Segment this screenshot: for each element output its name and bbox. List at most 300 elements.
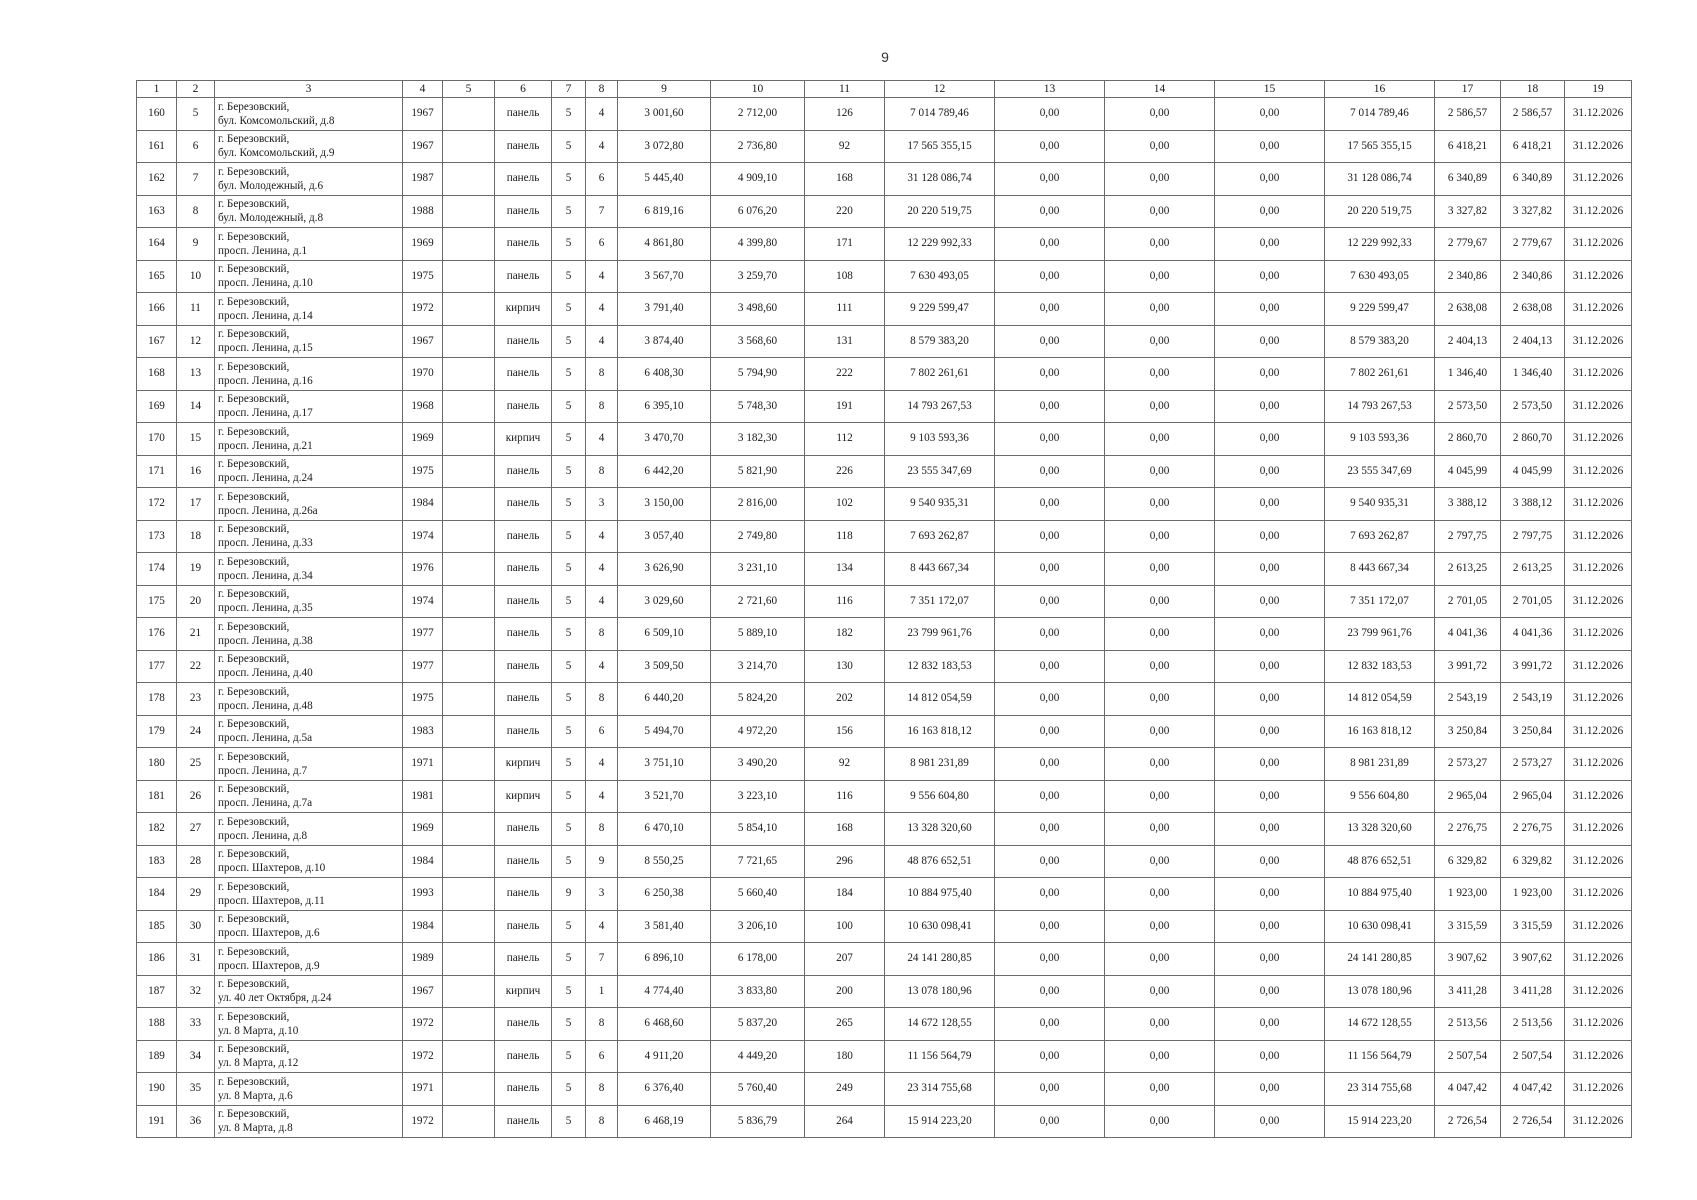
address-city: г. Березовский, xyxy=(218,1010,290,1023)
table-row xyxy=(137,715,1632,748)
table-cell: 2 613,25 xyxy=(1435,553,1501,586)
table-cell: 5 794,90 xyxy=(711,358,805,391)
address-cell xyxy=(215,390,403,423)
address-city: г. Березовский, xyxy=(218,945,290,958)
table-cell xyxy=(443,1040,495,1073)
table-cell: 3 029,60 xyxy=(618,585,711,618)
table-cell: 31.12.2026 xyxy=(1565,1073,1632,1106)
table-cell: 0,00 xyxy=(1105,1008,1215,1041)
address-cell xyxy=(215,650,403,683)
table-cell: 5 760,40 xyxy=(711,1073,805,1106)
table-cell: 1972 xyxy=(403,1008,443,1041)
table-cell: 207 xyxy=(805,943,885,976)
address-cell xyxy=(215,423,403,456)
table-cell xyxy=(443,488,495,521)
table-cell: 5 xyxy=(552,1008,586,1041)
table-cell: 1972 xyxy=(403,293,443,326)
table-cell: 6 329,82 xyxy=(1435,845,1501,878)
table-cell: панель xyxy=(495,488,552,521)
table-cell: 1970 xyxy=(403,358,443,391)
table-cell: 17 565 355,15 xyxy=(885,130,995,163)
column-header: 6 xyxy=(495,81,552,98)
table-cell: 173 xyxy=(137,520,177,553)
table-cell: 5 xyxy=(552,553,586,586)
table-cell: 8 xyxy=(586,1105,618,1138)
table-cell: 7 014 789,46 xyxy=(1325,98,1435,131)
table-cell: 1967 xyxy=(403,325,443,358)
table-cell: 15 914 223,20 xyxy=(1325,1105,1435,1138)
table-cell: 0,00 xyxy=(995,553,1105,586)
table-cell: 0,00 xyxy=(995,130,1105,163)
table-cell: 1989 xyxy=(403,943,443,976)
table-cell: 31.12.2026 xyxy=(1565,975,1632,1008)
table-cell: 0,00 xyxy=(1105,195,1215,228)
address-city: г. Березовский, xyxy=(218,328,290,341)
table-cell: 0,00 xyxy=(1215,195,1325,228)
table-cell xyxy=(443,228,495,261)
table-cell: 5 xyxy=(552,1073,586,1106)
table-cell: 6 xyxy=(586,715,618,748)
table-cell: 0,00 xyxy=(1105,520,1215,553)
table-cell: 5 xyxy=(552,813,586,846)
address-street: просп. Ленина, д.7а xyxy=(218,797,313,810)
address-street: ул. 8 Марта, д.6 xyxy=(218,1089,293,1102)
table-cell: панель xyxy=(495,618,552,651)
table-cell: 4 xyxy=(586,260,618,293)
table-cell: 7 693 262,87 xyxy=(1325,520,1435,553)
table-cell: 6 442,20 xyxy=(618,455,711,488)
column-header: 9 xyxy=(618,81,711,98)
table-cell: 5 xyxy=(552,943,586,976)
table-cell: 14 672 128,55 xyxy=(885,1008,995,1041)
table-cell: 2 513,56 xyxy=(1501,1008,1565,1041)
table-cell: 0,00 xyxy=(1215,390,1325,423)
table-row xyxy=(137,260,1632,293)
table-cell: 13 078 180,96 xyxy=(885,975,995,1008)
address-city: г. Березовский, xyxy=(218,393,290,406)
table-cell: 2 797,75 xyxy=(1435,520,1501,553)
table-cell: 116 xyxy=(805,780,885,813)
address-city: г. Березовский, xyxy=(218,263,290,276)
table-cell: 2 513,56 xyxy=(1435,1008,1501,1041)
table-cell: 3 991,72 xyxy=(1501,650,1565,683)
table-cell: 5 xyxy=(552,455,586,488)
table-cell: 31.12.2026 xyxy=(1565,618,1632,651)
address-city: г. Березовский, xyxy=(218,165,290,178)
address-city: г. Березовский, xyxy=(218,1075,290,1088)
table-cell: 4 xyxy=(586,780,618,813)
table-cell: 28 xyxy=(177,845,215,878)
table-cell: 3 581,40 xyxy=(618,910,711,943)
table-row xyxy=(137,1008,1632,1041)
table-row xyxy=(137,358,1632,391)
table-cell: 1969 xyxy=(403,423,443,456)
table-cell: 8 550,25 xyxy=(618,845,711,878)
table-cell: 168 xyxy=(137,358,177,391)
table-cell: 2 749,80 xyxy=(711,520,805,553)
address-city: г. Березовский, xyxy=(218,750,290,763)
table-cell: 3 498,60 xyxy=(711,293,805,326)
table-cell: 8 xyxy=(586,455,618,488)
table-cell: 112 xyxy=(805,423,885,456)
table-cell: 1967 xyxy=(403,975,443,1008)
column-header: 15 xyxy=(1215,81,1325,98)
table-cell: 31 128 086,74 xyxy=(1325,163,1435,196)
table-cell: панель xyxy=(495,325,552,358)
table-cell: 6 395,10 xyxy=(618,390,711,423)
table-cell: 8 xyxy=(586,1008,618,1041)
table-cell: 6 819,16 xyxy=(618,195,711,228)
table-cell: 0,00 xyxy=(1215,325,1325,358)
table-cell: 3 223,10 xyxy=(711,780,805,813)
table-cell: панель xyxy=(495,520,552,553)
table-cell: 11 156 564,79 xyxy=(1325,1040,1435,1073)
table-cell: 5 xyxy=(552,390,586,423)
table-cell: 164 xyxy=(137,228,177,261)
table-cell: 9 540 935,31 xyxy=(1325,488,1435,521)
table-cell: 6 509,10 xyxy=(618,618,711,651)
table-cell: 0,00 xyxy=(1105,748,1215,781)
table-cell: 0,00 xyxy=(995,520,1105,553)
table-cell: 6 xyxy=(586,228,618,261)
table-cell: 9 xyxy=(586,845,618,878)
table-cell: 5 xyxy=(552,325,586,358)
address-cell xyxy=(215,1040,403,1073)
table-cell: 296 xyxy=(805,845,885,878)
table-cell: 14 793 267,53 xyxy=(885,390,995,423)
table-cell: 131 xyxy=(805,325,885,358)
table-cell: 116 xyxy=(805,585,885,618)
table-cell: 4 449,20 xyxy=(711,1040,805,1073)
table-cell: 0,00 xyxy=(1215,1040,1325,1073)
table-cell: 0,00 xyxy=(1215,455,1325,488)
table-cell: 2 507,54 xyxy=(1501,1040,1565,1073)
address-street: просп. Ленина, д.26а xyxy=(218,504,318,517)
table-cell: 17 xyxy=(177,488,215,521)
table-cell: 189 xyxy=(137,1040,177,1073)
table-cell: 31.12.2026 xyxy=(1565,943,1632,976)
table-cell: 2 573,50 xyxy=(1501,390,1565,423)
table-cell: 31.12.2026 xyxy=(1565,520,1632,553)
column-header: 14 xyxy=(1105,81,1215,98)
table-cell: 12 229 992,33 xyxy=(885,228,995,261)
table-cell: 0,00 xyxy=(1215,228,1325,261)
table-cell: 3 509,50 xyxy=(618,650,711,683)
table-cell: 14 793 267,53 xyxy=(1325,390,1435,423)
table-cell: 2 726,54 xyxy=(1435,1105,1501,1138)
table-cell: 2 860,70 xyxy=(1435,423,1501,456)
table-cell: 176 xyxy=(137,618,177,651)
table-cell: 2 404,13 xyxy=(1501,325,1565,358)
table-cell: 31.12.2026 xyxy=(1565,423,1632,456)
table-cell: 26 xyxy=(177,780,215,813)
table-cell: панель xyxy=(495,813,552,846)
table-cell: 2 340,86 xyxy=(1501,260,1565,293)
table-cell: 14 812 054,59 xyxy=(1325,683,1435,716)
table-cell: 3 470,70 xyxy=(618,423,711,456)
table-cell: 9 103 593,36 xyxy=(885,423,995,456)
table-cell: панель xyxy=(495,130,552,163)
table-cell: 102 xyxy=(805,488,885,521)
table-cell: панель xyxy=(495,845,552,878)
table-cell: 0,00 xyxy=(995,1008,1105,1041)
table-cell: панель xyxy=(495,1040,552,1073)
column-header: 3 xyxy=(215,81,403,98)
table-cell: 19 xyxy=(177,553,215,586)
table-cell: 5 824,20 xyxy=(711,683,805,716)
table-cell: 0,00 xyxy=(1215,975,1325,1008)
table-cell: 33 xyxy=(177,1008,215,1041)
table-cell: панель xyxy=(495,553,552,586)
table-cell: 5 660,40 xyxy=(711,878,805,911)
table-cell: 6 340,89 xyxy=(1435,163,1501,196)
table-cell xyxy=(443,878,495,911)
table-cell: 7 014 789,46 xyxy=(885,98,995,131)
table-cell: 0,00 xyxy=(1215,715,1325,748)
table-cell: 118 xyxy=(805,520,885,553)
address-street: просп. Ленина, д.8 xyxy=(218,829,308,842)
table-cell: 3 567,70 xyxy=(618,260,711,293)
table-cell: 2 736,80 xyxy=(711,130,805,163)
column-header: 4 xyxy=(403,81,443,98)
table-cell: 100 xyxy=(805,910,885,943)
table-cell: 20 220 519,75 xyxy=(885,195,995,228)
table-header-row xyxy=(137,81,1632,98)
table-cell xyxy=(443,1008,495,1041)
table-cell: 171 xyxy=(137,455,177,488)
address-street: просп. Шахтеров, д.10 xyxy=(218,862,326,875)
table-cell: 0,00 xyxy=(1215,585,1325,618)
address-cell xyxy=(215,618,403,651)
table-cell: 31.12.2026 xyxy=(1565,195,1632,228)
address-cell xyxy=(215,1008,403,1041)
table-cell: 5 494,70 xyxy=(618,715,711,748)
address-city: г. Березовский, xyxy=(218,620,290,633)
table-cell: 14 812 054,59 xyxy=(885,683,995,716)
table-cell: 2 404,13 xyxy=(1435,325,1501,358)
address-cell xyxy=(215,488,403,521)
table-cell: 23 555 347,69 xyxy=(1325,455,1435,488)
table-cell: 1975 xyxy=(403,683,443,716)
table-cell: 6 468,60 xyxy=(618,1008,711,1041)
table-body xyxy=(137,98,1632,1138)
table-cell: 31.12.2026 xyxy=(1565,325,1632,358)
table-cell: 2 779,67 xyxy=(1435,228,1501,261)
table-cell: 0,00 xyxy=(1105,228,1215,261)
table-cell: 0,00 xyxy=(1105,780,1215,813)
table-cell: 2 726,54 xyxy=(1501,1105,1565,1138)
table-cell: 13 078 180,96 xyxy=(1325,975,1435,1008)
address-city: г. Березовский, xyxy=(218,1043,290,1056)
table-cell: 3 388,12 xyxy=(1501,488,1565,521)
table-cell: 170 xyxy=(137,423,177,456)
table-cell: 186 xyxy=(137,943,177,976)
table-cell: 3 214,70 xyxy=(711,650,805,683)
table-cell: 1974 xyxy=(403,585,443,618)
table-cell: 7 xyxy=(177,163,215,196)
table-cell: 2 276,75 xyxy=(1501,813,1565,846)
address-city: г. Березовский, xyxy=(218,1108,290,1121)
table-cell: 191 xyxy=(805,390,885,423)
table-cell: 2 573,27 xyxy=(1501,748,1565,781)
table-cell xyxy=(443,163,495,196)
table-row xyxy=(137,130,1632,163)
address-street: просп. Ленина, д.35 xyxy=(218,602,313,615)
table-cell: 29 xyxy=(177,878,215,911)
table-cell: 182 xyxy=(137,813,177,846)
table-cell: 1967 xyxy=(403,98,443,131)
table-cell: кирпич xyxy=(495,748,552,781)
table-cell xyxy=(443,195,495,228)
table-cell: 0,00 xyxy=(1215,423,1325,456)
table-cell: 5 xyxy=(552,423,586,456)
table-cell: панель xyxy=(495,260,552,293)
table-cell: панель xyxy=(495,1073,552,1106)
address-cell xyxy=(215,780,403,813)
table-cell: 23 799 961,76 xyxy=(885,618,995,651)
table-cell: 3 874,40 xyxy=(618,325,711,358)
column-header: 10 xyxy=(711,81,805,98)
table-cell: 48 876 652,51 xyxy=(885,845,995,878)
address-city: г. Березовский, xyxy=(218,198,290,211)
table-cell: 0,00 xyxy=(995,1040,1105,1073)
table-cell: 23 799 961,76 xyxy=(1325,618,1435,651)
address-street: бул. Комсомольский, д.8 xyxy=(218,114,335,127)
table-cell: 11 156 564,79 xyxy=(885,1040,995,1073)
table-cell: 4 xyxy=(586,423,618,456)
table-cell: 0,00 xyxy=(1215,650,1325,683)
table-cell: 2 816,00 xyxy=(711,488,805,521)
table-cell: 0,00 xyxy=(1105,1040,1215,1073)
table-cell: панель xyxy=(495,228,552,261)
table-row xyxy=(137,390,1632,423)
address-cell xyxy=(215,195,403,228)
table-cell: 0,00 xyxy=(1215,1008,1325,1041)
table-cell: 171 xyxy=(805,228,885,261)
table-cell: 7 802 261,61 xyxy=(885,358,995,391)
address-city: г. Березовский, xyxy=(218,783,290,796)
table-cell: 34 xyxy=(177,1040,215,1073)
table-cell: 1 346,40 xyxy=(1435,358,1501,391)
table-cell: панель xyxy=(495,390,552,423)
table-cell: 16 163 818,12 xyxy=(1325,715,1435,748)
address-street: просп. Ленина, д.38 xyxy=(218,634,313,647)
column-header: 8 xyxy=(586,81,618,98)
table-cell: 1975 xyxy=(403,260,443,293)
table-cell: 0,00 xyxy=(1215,488,1325,521)
table-cell: 3 791,40 xyxy=(618,293,711,326)
table-cell: 0,00 xyxy=(995,975,1105,1008)
column-header: 5 xyxy=(443,81,495,98)
table-cell xyxy=(443,813,495,846)
table-cell xyxy=(443,358,495,391)
table-cell: 0,00 xyxy=(995,1073,1105,1106)
table-cell: панель xyxy=(495,683,552,716)
table-cell: 0,00 xyxy=(1105,98,1215,131)
table-cell: 10 630 098,41 xyxy=(1325,910,1435,943)
table-row xyxy=(137,943,1632,976)
table-cell: 6 340,89 xyxy=(1501,163,1565,196)
table-cell: 6 xyxy=(177,130,215,163)
table-cell: 31.12.2026 xyxy=(1565,488,1632,521)
address-street: просп. Ленина, д.34 xyxy=(218,569,313,582)
table-cell: 4 xyxy=(586,553,618,586)
table-cell: 8 579 383,20 xyxy=(1325,325,1435,358)
table-cell: 0,00 xyxy=(1105,975,1215,1008)
table-cell: 0,00 xyxy=(1105,390,1215,423)
address-city: г. Березовский, xyxy=(218,425,290,438)
table-row xyxy=(137,683,1632,716)
table-cell: 1988 xyxy=(403,195,443,228)
table-cell: 3 388,12 xyxy=(1435,488,1501,521)
column-header: 2 xyxy=(177,81,215,98)
address-city: г. Березовский, xyxy=(218,913,290,926)
table-cell: 3 xyxy=(586,878,618,911)
table-cell: 8 443 667,34 xyxy=(885,553,995,586)
table-cell: 8 981 231,89 xyxy=(885,748,995,781)
table-cell: 1977 xyxy=(403,650,443,683)
table-cell: панель xyxy=(495,878,552,911)
table-cell: 2 701,05 xyxy=(1501,585,1565,618)
address-city: г. Березовский, xyxy=(218,653,290,666)
table-cell: 169 xyxy=(137,390,177,423)
table-cell: 1983 xyxy=(403,715,443,748)
table-cell: 0,00 xyxy=(1105,1073,1215,1106)
table-cell: 0,00 xyxy=(995,683,1105,716)
housing-table xyxy=(136,80,1632,1138)
table-cell: 2 276,75 xyxy=(1435,813,1501,846)
table-cell: 0,00 xyxy=(995,748,1105,781)
table-cell: 31.12.2026 xyxy=(1565,585,1632,618)
table-cell: 0,00 xyxy=(1215,98,1325,131)
table-cell: 3 521,70 xyxy=(618,780,711,813)
table-cell: 10 884 975,40 xyxy=(1325,878,1435,911)
table-cell: 160 xyxy=(137,98,177,131)
table-cell xyxy=(443,910,495,943)
table-cell: 31.12.2026 xyxy=(1565,228,1632,261)
table-cell: 92 xyxy=(805,130,885,163)
table-cell: 1967 xyxy=(403,130,443,163)
table-cell: 23 xyxy=(177,683,215,716)
table-cell: 0,00 xyxy=(1215,520,1325,553)
table-cell: 5 xyxy=(552,1105,586,1138)
table-cell: 16 xyxy=(177,455,215,488)
table-cell: 20 xyxy=(177,585,215,618)
table-cell: 0,00 xyxy=(1215,910,1325,943)
table-cell: 3 568,60 xyxy=(711,325,805,358)
table-cell: 2 507,54 xyxy=(1435,1040,1501,1073)
table-cell: 0,00 xyxy=(1215,845,1325,878)
table-cell: 31.12.2026 xyxy=(1565,1008,1632,1041)
table-cell: 264 xyxy=(805,1105,885,1138)
table-cell: 13 328 320,60 xyxy=(885,813,995,846)
table-cell: 3 315,59 xyxy=(1435,910,1501,943)
table-cell xyxy=(443,390,495,423)
table-cell: 3 751,10 xyxy=(618,748,711,781)
table-cell: 6 xyxy=(586,1040,618,1073)
table-cell: 8 xyxy=(586,813,618,846)
table-cell: 3 001,60 xyxy=(618,98,711,131)
address-cell xyxy=(215,1105,403,1138)
table-cell: 0,00 xyxy=(1215,293,1325,326)
table-cell: 161 xyxy=(137,130,177,163)
table-cell: 3 250,84 xyxy=(1435,715,1501,748)
table-cell: 31.12.2026 xyxy=(1565,553,1632,586)
table-cell: 0,00 xyxy=(1105,878,1215,911)
table-cell: 1972 xyxy=(403,1105,443,1138)
table-cell: 0,00 xyxy=(995,163,1105,196)
table-cell: 126 xyxy=(805,98,885,131)
